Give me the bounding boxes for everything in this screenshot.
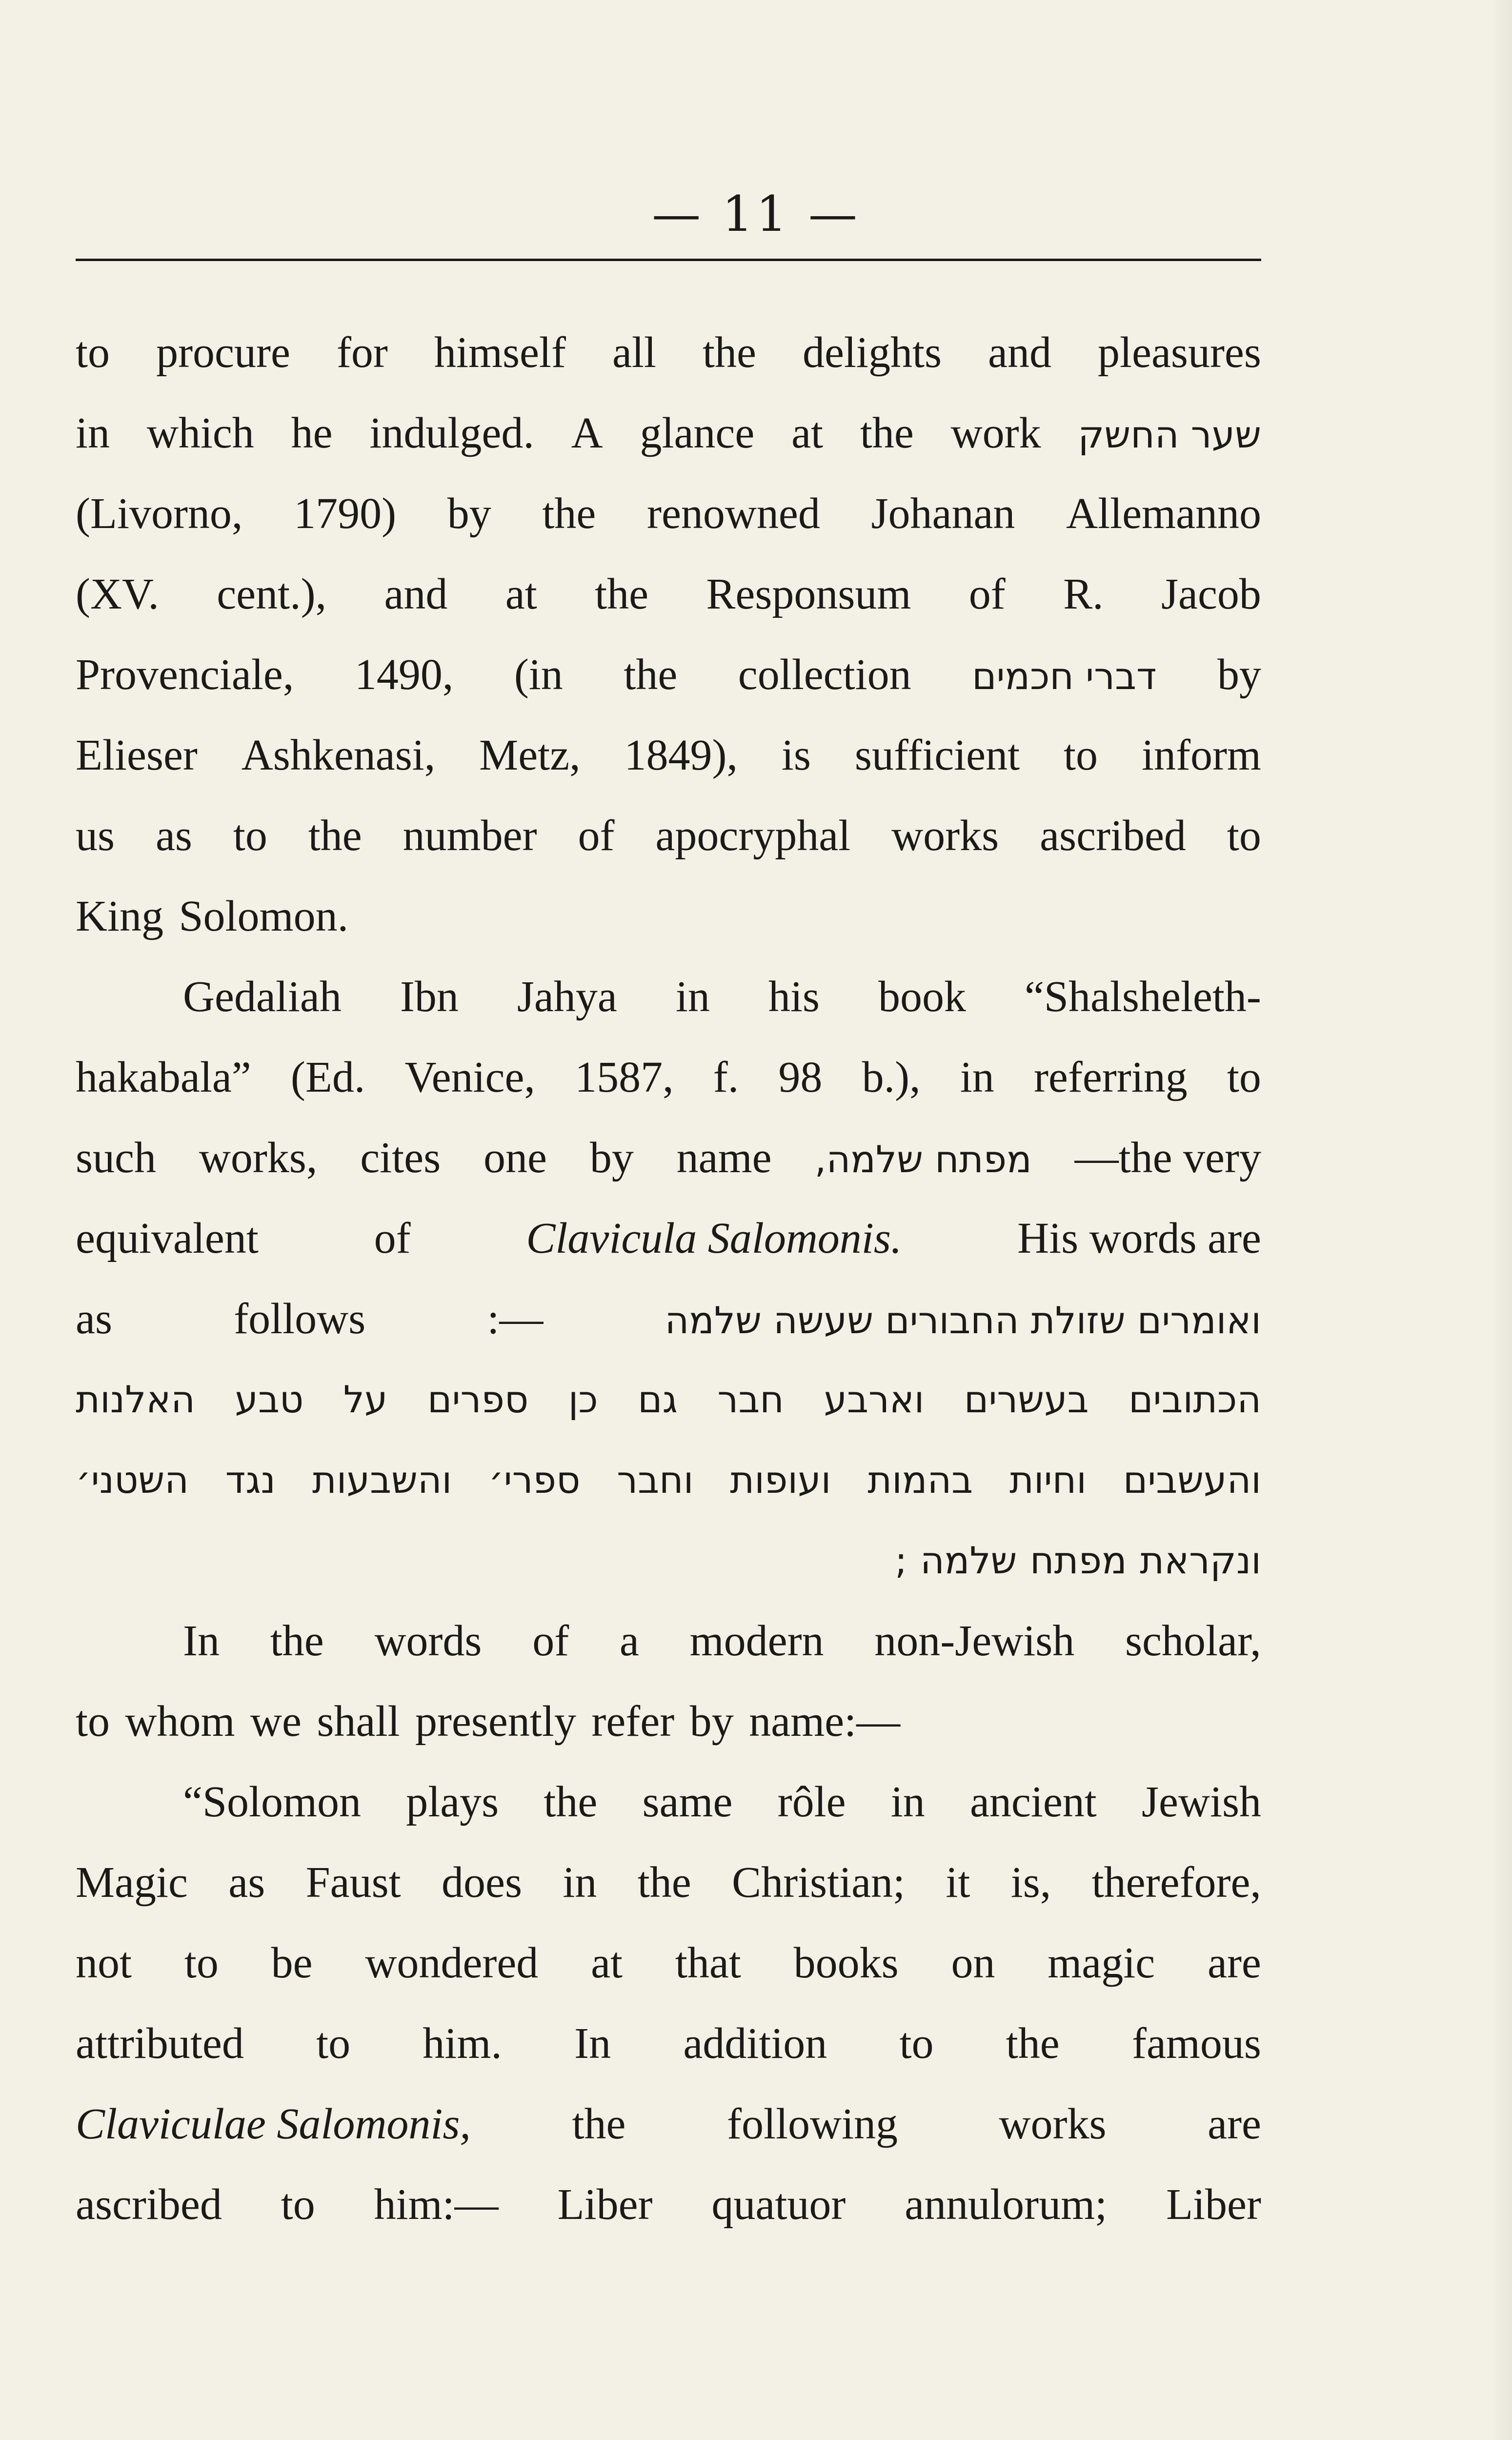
hebrew-phrase: מפתח שלמה, — [814, 1138, 1032, 1181]
text-line — [76, 2003, 1261, 2084]
hebrew-phrase: שער החשק — [1078, 413, 1261, 456]
word: to — [1227, 1053, 1261, 1101]
word: Solomon. — [179, 892, 349, 940]
word: as — [76, 1295, 112, 1343]
text-line — [76, 1762, 1261, 1842]
word: to — [281, 2180, 315, 2229]
hebrew-word: גם — [638, 1378, 678, 1421]
word: is, — [1010, 1858, 1051, 1907]
hebrew-word: והעשבים — [1123, 1458, 1261, 1502]
word: whom — [125, 1697, 235, 1746]
hebrew-word: שלמה — [920, 1539, 1017, 1582]
word: Ashkenasi, — [241, 731, 436, 779]
word: addition — [683, 2019, 827, 2068]
word: works — [891, 812, 999, 860]
word: equivalent — [76, 1214, 259, 1262]
hebrew-word: טבע — [235, 1378, 304, 1421]
word: quatuor — [711, 2180, 846, 2229]
word: “Solomon — [183, 1778, 362, 1826]
word: the — [702, 328, 756, 377]
hebrew-word: מפתח — [1030, 1539, 1127, 1582]
word: referring — [1033, 1053, 1188, 1101]
word: In — [574, 2019, 611, 2068]
word: number — [403, 812, 537, 860]
word: be — [271, 1939, 313, 1987]
word: works — [999, 2100, 1107, 2148]
word: shall — [317, 1697, 400, 1746]
word: the — [595, 570, 649, 618]
text-line — [76, 1842, 1261, 1923]
word: refer — [591, 1697, 675, 1746]
hebrew-word: ספרי׳ — [488, 1458, 581, 1502]
word: indulged. — [369, 409, 534, 457]
word: delights — [802, 328, 942, 377]
word: rôle — [777, 1778, 846, 1826]
word: the — [624, 651, 678, 699]
hebrew-word: בהמות — [867, 1458, 973, 1502]
word: in — [890, 1778, 925, 1826]
word: (XV. — [76, 570, 159, 618]
word: of — [532, 1617, 569, 1665]
word: the — [542, 489, 596, 538]
text-line — [76, 1440, 1261, 1520]
word: therefore, — [1091, 1858, 1261, 1907]
word: to — [316, 2019, 351, 2068]
word: Metz, — [479, 731, 581, 779]
word: by — [447, 489, 491, 538]
hebrew-phrase: דברי חכמים — [972, 654, 1157, 698]
word: of — [968, 570, 1006, 618]
text-line — [76, 1037, 1261, 1118]
word: book — [878, 973, 966, 1021]
word: Jacob — [1161, 570, 1261, 618]
word: him:— — [374, 2180, 499, 2229]
word: (Ed. — [290, 1053, 365, 1101]
word: his — [768, 973, 820, 1021]
word: follows — [234, 1295, 366, 1343]
hebrew-word: והשבעות — [312, 1458, 452, 1502]
page-edge-shadow — [1492, 0, 1512, 2440]
word: the — [1006, 2019, 1060, 2068]
text-line — [76, 634, 1261, 715]
word: we — [250, 1697, 302, 1746]
text-line — [76, 473, 1261, 554]
word: himself — [434, 328, 566, 377]
word: to — [1227, 812, 1261, 860]
word: (in — [514, 651, 563, 699]
word: one — [484, 1134, 547, 1182]
body-text — [76, 312, 1261, 2245]
word: 98 — [778, 1053, 823, 1101]
word: Allemanno — [1066, 489, 1261, 538]
word: him. — [423, 2019, 502, 2068]
word: cites — [360, 1134, 441, 1182]
word: the — [308, 812, 362, 860]
text-line — [76, 1601, 1261, 1681]
word: at — [505, 570, 537, 618]
word: attributed — [76, 2019, 244, 2068]
hebrew-word: נגד — [225, 1458, 276, 1502]
word: the — [860, 409, 914, 457]
word: A — [571, 409, 603, 457]
word: scholar, — [1125, 1617, 1261, 1665]
word: ascribed — [1040, 812, 1186, 860]
word: Liber — [1166, 2180, 1261, 2229]
text-line — [76, 1923, 1261, 2003]
word: the — [572, 2100, 626, 2148]
text-line — [76, 554, 1261, 634]
text-line — [76, 795, 1261, 876]
word: words — [374, 1617, 482, 1665]
text-line — [76, 312, 1261, 393]
text-line — [76, 1359, 1261, 1440]
text-line — [76, 1279, 1261, 1359]
word: annulorum; — [905, 2180, 1108, 2229]
text-line — [76, 393, 1261, 473]
hebrew-word: וארבע — [824, 1378, 925, 1421]
word: the — [637, 1858, 691, 1907]
word: Elieser — [76, 731, 198, 779]
word: :— — [487, 1295, 544, 1343]
word: Ibn — [400, 973, 459, 1021]
word: sufficient — [854, 731, 1020, 779]
word: us — [76, 812, 115, 860]
word: is — [781, 731, 811, 779]
word: in — [563, 1858, 597, 1907]
word: presently — [415, 1697, 576, 1746]
word: plays — [406, 1778, 499, 1826]
word: in — [960, 1053, 994, 1101]
word: R. — [1063, 570, 1104, 618]
word: apocryphal — [655, 812, 851, 860]
word: Jewish — [1141, 1778, 1261, 1826]
word: works, — [199, 1134, 318, 1182]
word: in — [675, 973, 710, 1021]
word: it — [946, 1858, 970, 1907]
word: f. — [713, 1053, 739, 1101]
hebrew-word: ספרים — [427, 1378, 529, 1421]
word: magic — [1048, 1939, 1155, 1987]
word: and — [988, 328, 1051, 377]
hebrew-word: בעשרים — [964, 1378, 1089, 1421]
word: 1490, — [354, 651, 454, 699]
word: to — [233, 812, 267, 860]
word: glance — [640, 409, 755, 457]
word: to — [899, 2019, 934, 2068]
word: Gedaliah — [183, 973, 342, 1021]
text-line — [76, 715, 1261, 795]
text-line — [76, 876, 1261, 956]
word: name — [676, 1134, 772, 1182]
word: procure — [156, 328, 290, 377]
hebrew-word: וחיות — [1009, 1458, 1087, 1502]
word: renowned — [646, 489, 820, 538]
word: ascribed — [76, 2180, 222, 2229]
text-line — [76, 1681, 1261, 1762]
hebrew-word: האלנות — [76, 1378, 195, 1421]
word: King — [76, 892, 163, 940]
word: are — [1208, 1939, 1261, 1987]
hebrew-word: ; — [894, 1539, 907, 1582]
text-line — [76, 956, 1261, 1037]
text-line — [76, 1118, 1261, 1198]
word: as — [155, 812, 192, 860]
header-rule — [76, 259, 1261, 261]
word: (Livorno, — [76, 489, 243, 538]
hebrew-word: הכתובים — [1129, 1378, 1261, 1421]
word: of — [374, 1214, 411, 1262]
word: all — [612, 328, 656, 377]
hebrew-word: כן — [568, 1378, 598, 1421]
word: Venice, — [404, 1053, 535, 1101]
word: wondered — [365, 1939, 539, 1987]
word: Johanan — [871, 489, 1015, 538]
word: at — [791, 409, 824, 457]
word: the — [270, 1617, 324, 1665]
word: famous — [1131, 2019, 1261, 2068]
word: same — [642, 1778, 733, 1826]
hebrew-phrase: ואומרים שזולת החבורים שעשה שלמה — [665, 1299, 1261, 1342]
word: hakabala” — [76, 1053, 251, 1101]
italic-title: Claviculae Salomonis, — [76, 2100, 471, 2148]
word: —the very — [1074, 1134, 1261, 1182]
word: at — [591, 1939, 623, 1987]
word: ancient — [969, 1778, 1097, 1826]
hebrew-word: וחבר — [617, 1458, 694, 1502]
word: following — [727, 2100, 898, 2148]
word: to — [76, 328, 110, 377]
word: Provenciale, — [76, 651, 294, 699]
text-line — [76, 1198, 1261, 1279]
text-line — [76, 1520, 1261, 1601]
word: that — [675, 1939, 741, 1987]
italic-title: Clavicula Salomonis. — [526, 1214, 902, 1262]
word: inform — [1141, 731, 1261, 779]
hebrew-word: השטני׳ — [76, 1458, 189, 1502]
word: Faust — [305, 1858, 401, 1907]
word: not — [76, 1939, 132, 1987]
word: which — [146, 409, 254, 457]
word: for — [336, 328, 388, 377]
word: work — [950, 409, 1041, 457]
word: books — [793, 1939, 899, 1987]
word: In — [183, 1617, 220, 1665]
word: he — [291, 409, 333, 457]
word: Responsum — [706, 570, 911, 618]
hebrew-word: על — [343, 1378, 388, 1421]
hebrew-word: חבר — [717, 1378, 784, 1421]
hebrew-word: ועופות — [730, 1458, 831, 1502]
word: “Shalsheleth- — [1024, 973, 1261, 1021]
word: cent.), — [217, 570, 327, 618]
word: by — [689, 1697, 734, 1746]
word: 1790) — [294, 489, 397, 538]
word: Christian; — [732, 1858, 906, 1907]
word: Liber — [557, 2180, 653, 2229]
page-number: — 11 — — [652, 185, 860, 243]
word: such — [76, 1134, 156, 1182]
word: Magic — [76, 1858, 188, 1907]
word: to — [76, 1697, 110, 1746]
word: by — [1217, 651, 1261, 699]
text-line — [76, 2084, 1261, 2164]
word: 1849), — [624, 731, 738, 779]
word: on — [951, 1939, 995, 1987]
word: the — [544, 1778, 598, 1826]
word: modern — [689, 1617, 824, 1665]
word: His words are — [1017, 1214, 1261, 1262]
word: a — [619, 1617, 639, 1665]
hebrew-word: ונקראת — [1140, 1539, 1261, 1582]
word: are — [1208, 2100, 1261, 2148]
word: 1587, — [575, 1053, 674, 1101]
word: b.), — [862, 1053, 921, 1101]
word: Jahya — [517, 973, 617, 1021]
word: in — [76, 409, 110, 457]
word: non-Jewish — [874, 1617, 1075, 1665]
word: and — [384, 570, 448, 618]
text-line — [76, 2164, 1261, 2245]
word: name:— — [749, 1697, 901, 1746]
word: to — [184, 1939, 219, 1987]
word: does — [442, 1858, 522, 1907]
word: by — [589, 1134, 634, 1182]
word: collection — [738, 651, 911, 699]
word: of — [578, 812, 615, 860]
word: as — [228, 1858, 265, 1907]
word: to — [1064, 731, 1098, 779]
word: pleasures — [1098, 328, 1261, 377]
